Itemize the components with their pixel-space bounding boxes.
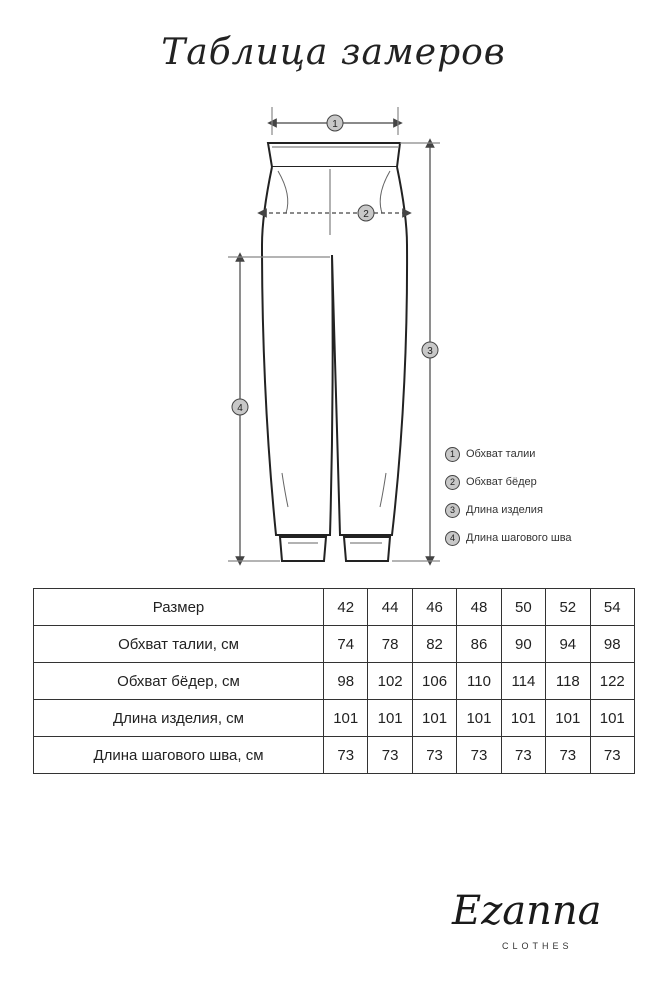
legend-marker: 3 (445, 503, 460, 518)
size-table (33, 588, 635, 774)
legend (445, 440, 572, 552)
table-cell: 110 (457, 663, 501, 700)
row-label: Длина изделия, см (34, 700, 324, 737)
table-cell: 48 (457, 589, 501, 626)
table-cell: 46 (412, 589, 456, 626)
table-cell: 114 (501, 663, 545, 700)
table-cell: 101 (590, 700, 634, 737)
table-cell: 52 (546, 589, 590, 626)
legend-marker: 1 (445, 447, 460, 462)
pants-right-cuff (344, 537, 390, 561)
table-cell: 73 (368, 737, 412, 774)
row-label: Обхват талии, см (34, 626, 324, 663)
table-cell: 98 (324, 663, 368, 700)
table-cell: 73 (324, 737, 368, 774)
legend-label: Длина шагового шва (466, 532, 572, 544)
table-cell: 42 (324, 589, 368, 626)
row-label: Длина шагового шва, см (34, 737, 324, 774)
table-cell: 94 (546, 626, 590, 663)
svg-text:4: 4 (237, 403, 243, 414)
legend-label: Обхват талии (466, 448, 536, 460)
legend-item (445, 440, 572, 468)
brand-name: Ezanna (452, 888, 602, 934)
table-cell: 73 (546, 737, 590, 774)
pants-left-cuff (280, 537, 326, 561)
table-cell: 78 (368, 626, 412, 663)
table-cell: 98 (590, 626, 634, 663)
table-cell: 73 (457, 737, 501, 774)
table-cell: 90 (501, 626, 545, 663)
table-cell: 101 (368, 700, 412, 737)
legend-label: Длина изделия (466, 504, 543, 516)
table-row (34, 663, 635, 700)
table-cell: 101 (546, 700, 590, 737)
table-cell: 102 (368, 663, 412, 700)
svg-text:2: 2 (363, 209, 369, 220)
table-cell: 82 (412, 626, 456, 663)
table-row (34, 626, 635, 663)
legend-label: Обхват бёдер (466, 476, 537, 488)
table-cell: 101 (324, 700, 368, 737)
table-cell: 73 (501, 737, 545, 774)
legend-item (445, 496, 572, 524)
table-row (34, 589, 635, 626)
table-cell: 74 (324, 626, 368, 663)
row-label: Размер (34, 589, 324, 626)
svg-text:3: 3 (427, 346, 433, 357)
brand-logo (440, 888, 620, 958)
table-cell: 122 (590, 663, 634, 700)
table-row (34, 700, 635, 737)
table-cell: 118 (546, 663, 590, 700)
table-cell: 101 (457, 700, 501, 737)
row-label: Обхват бёдер, см (34, 663, 324, 700)
brand-subtitle: CLOTHES (502, 941, 573, 951)
svg-text:1: 1 (332, 119, 338, 130)
table-cell: 54 (590, 589, 634, 626)
legend-item (445, 468, 572, 496)
legend-marker: 2 (445, 475, 460, 490)
table-cell: 106 (412, 663, 456, 700)
table-cell: 101 (412, 700, 456, 737)
table-cell: 50 (501, 589, 545, 626)
table-cell: 73 (412, 737, 456, 774)
legend-item (445, 524, 572, 552)
page-title: Таблица замеров (161, 32, 506, 73)
table-cell: 86 (457, 626, 501, 663)
legend-marker: 4 (445, 531, 460, 546)
table-row (34, 737, 635, 774)
table-cell: 73 (590, 737, 634, 774)
table-cell: 44 (368, 589, 412, 626)
table-cell: 101 (501, 700, 545, 737)
